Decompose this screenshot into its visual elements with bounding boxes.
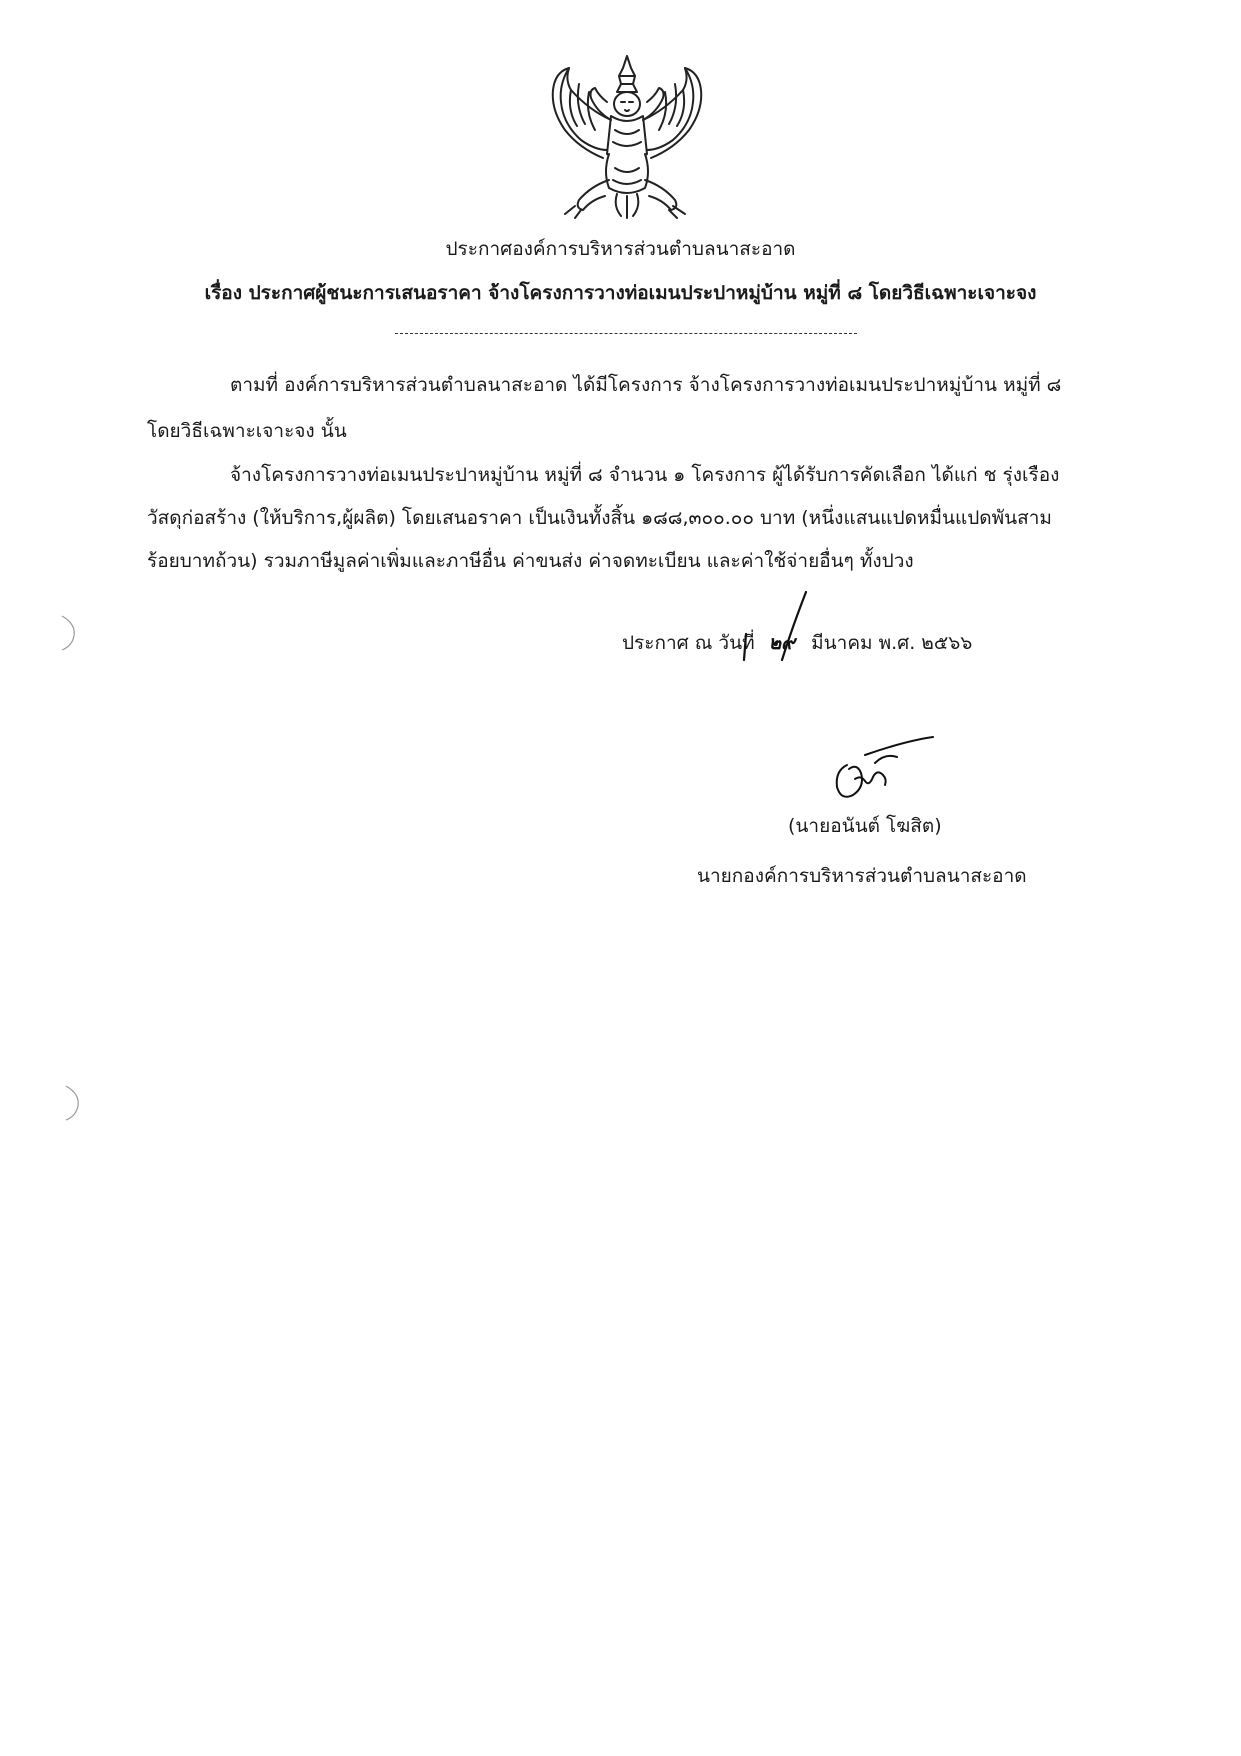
paragraph-2-line-1: จ้างโครงการวางท่อเมนประปาหมู่บ้าน หมู่ที่ ๘ จำนวน ๑ โครงการ ผู้ได้รับการคัดเลือก ได้แก่ ช รุ่งเรือง	[230, 464, 1060, 486]
signatory-name: (นายอนันต์ โฆสิต)	[788, 815, 942, 837]
date-month-year: มีนาคม พ.ศ. ๒๕๖๖	[811, 632, 973, 654]
punch-hole-icon	[58, 612, 78, 652]
paragraph-1-line-1: ตามที่ องค์การบริหารส่วนตำบลนาสะอาด ได้มีโครงการ จ้างโครงการวางท่อเมนประปาหมู่บ้าน หมู่ที่ ๘	[230, 374, 1062, 396]
paragraph-1-line-2: โดยวิธีเฉพาะเจาะจง นั้น	[147, 420, 347, 442]
handwritten-date-stroke-icon	[738, 588, 808, 666]
punch-hole-icon	[62, 1082, 82, 1122]
paragraph-2-line-2: วัสดุก่อสร้าง (ให้บริการ,ผู้ผลิต) โดยเสนอราคา เป็นเงินทั้งสิ้น ๑๘๘,๓๐๐.๐๐ บาท (หนึ่งแสนแปดหมื่นแปดพันสาม	[147, 507, 1052, 529]
garuda-emblem-icon	[545, 50, 710, 222]
date-prefix: ประกาศ ณ วันที่	[622, 632, 755, 654]
announcement-organization: ประกาศองค์การบริหารส่วนตำบลนาสะอาด	[445, 238, 796, 260]
announcement-subject: เรื่อง ประกาศผู้ชนะการเสนอราคา จ้างโครงการวางท่อเมนประปาหมู่บ้าน หมู่ที่ ๘ โดยวิธีเฉพาะเจาะจง	[204, 282, 1037, 304]
date-day-handwritten: ๒๙	[768, 632, 796, 654]
signatory-position: นายกองค์การบริหารส่วนตำบลนาสะอาด	[697, 865, 1027, 887]
handwritten-signature-icon	[825, 735, 935, 807]
paragraph-2-line-3: ร้อยบาทถ้วน) รวมภาษีมูลค่าเพิ่มและภาษีอื่น ค่าขนส่ง ค่าจดทะเบียน และค่าใช้จ่ายอื่นๆ ทั้งปวง	[147, 550, 914, 572]
heading-separator	[395, 333, 857, 334]
